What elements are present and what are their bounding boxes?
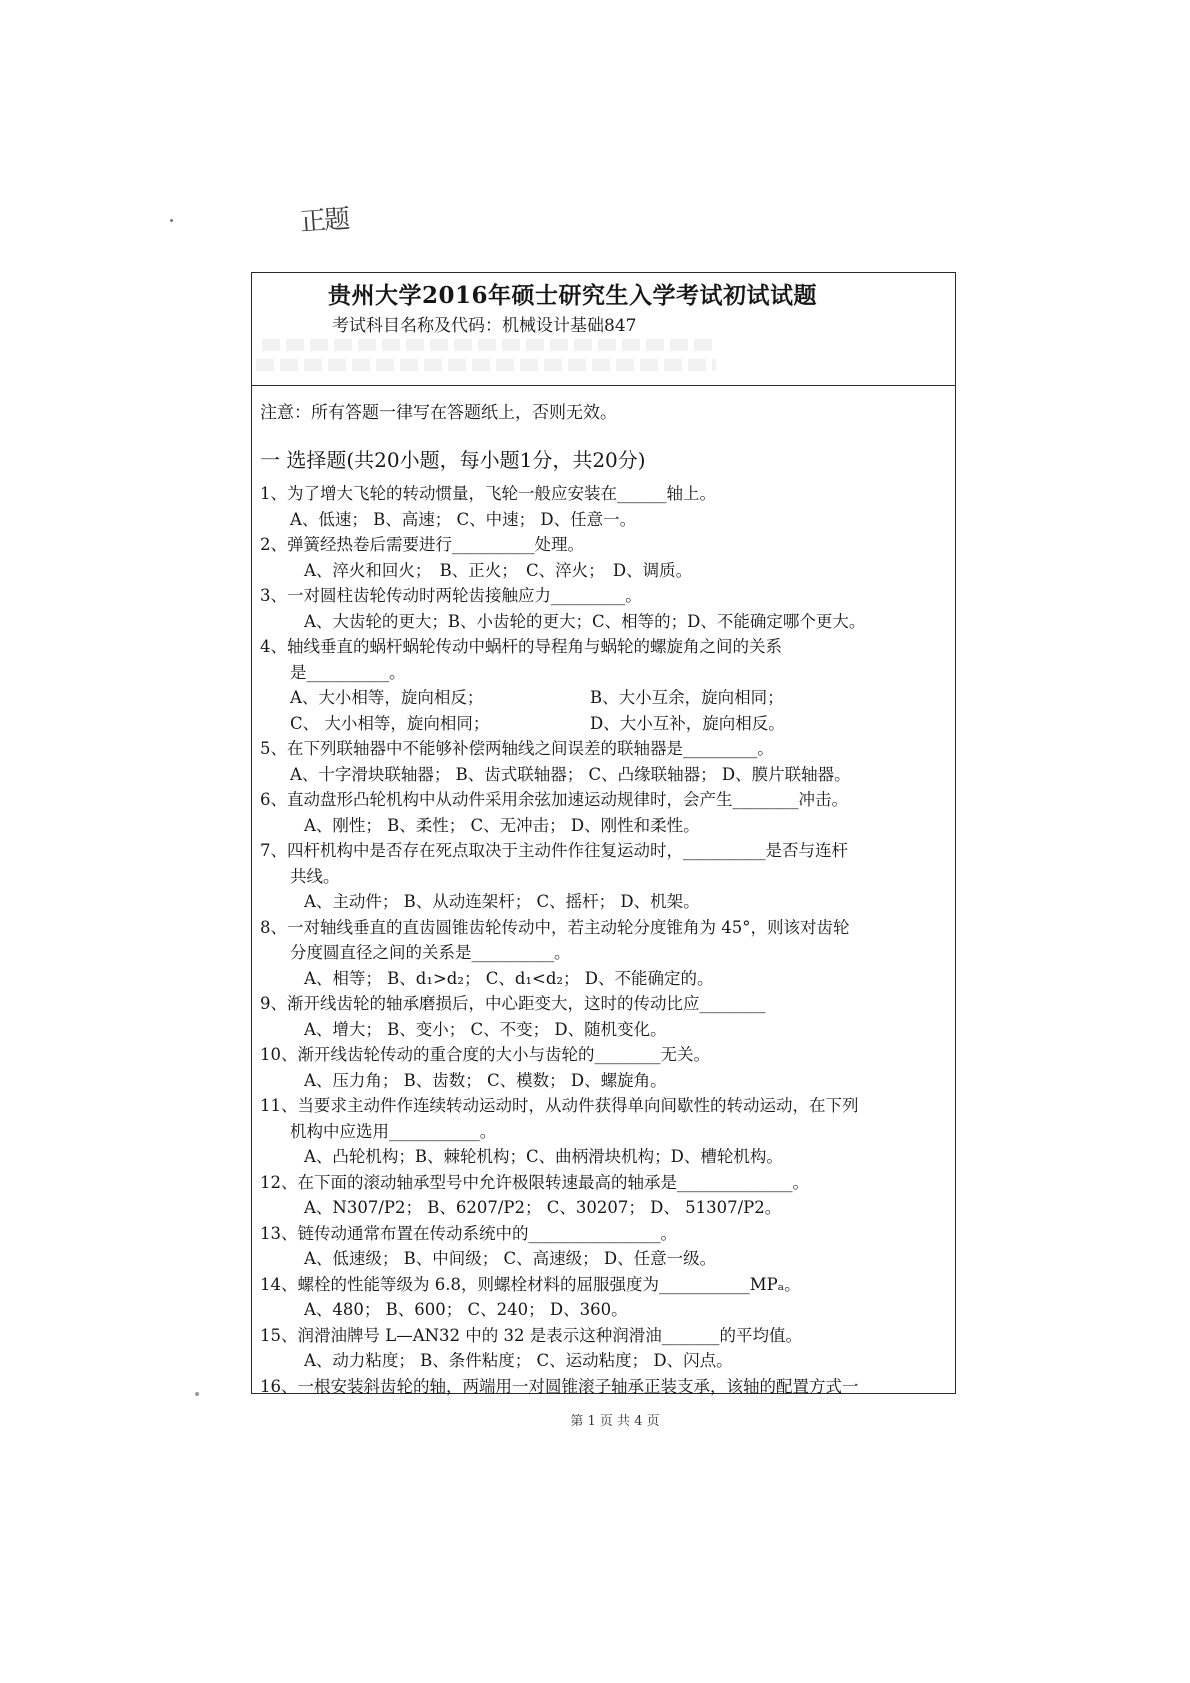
question-options: A、十字滑块联轴器； B、齿式联轴器； C、凸缘联轴器； D、膜片联轴器。 [290, 764, 851, 784]
question-options: A、大齿轮的更大；B、小齿轮的更大；C、相等的；D、不能确定哪个更大。 [304, 611, 866, 631]
question-options: A、低速级； B、中间级； C、高速级； D、任意一级。 [304, 1249, 717, 1268]
question-continuation: 分度圆直径之间的关系是__________。 [290, 943, 571, 962]
question-options: A、相等； B、d₁>d₂； C、d₁<d₂； D、不能确定的。 [304, 968, 714, 988]
question-options: A、主动件； B、从动连架杆； C、摇杆； D、机架。 [304, 892, 700, 911]
question-text: 10、渐开线齿轮传动的重合度的大小与齿轮的________无关。 [260, 1045, 710, 1064]
exam-subject: 考试科目名称及代码：机械设计基础847 [332, 316, 637, 336]
question-text: 7、四杆机构中是否存在死点取决于主动件作往复运动时，__________是否与连杆 [260, 841, 848, 860]
question-options: A、刚性； B、柔性； C、无冲击； D、刚性和柔性。 [304, 815, 700, 835]
exam-header [252, 273, 955, 386]
option: A、大小相等，旋向相反； [290, 688, 484, 707]
question-options [260, 711, 949, 737]
question-text: 3、一对圆柱齿轮传动时两轮齿接触应力_________。 [260, 586, 642, 605]
faded-text [256, 359, 716, 371]
exam-title: 贵州大学2016年硕士研究生入学考试初试试题 [328, 282, 818, 309]
exam-frame [251, 272, 956, 1394]
question-text: 12、在下面的滚动轴承型号中允许极限转速最高的轴承是______________。 [260, 1172, 809, 1192]
question-options: A、低速； B、高速； C、中速； D、任意一。 [290, 509, 637, 529]
question-text: 8、一对轴线垂直的直齿圆锥齿轮传动中，若主动轮分度锥角为 45°，则该对齿轮 [260, 917, 850, 937]
question-text: 2、弹簧经热卷后需要进行__________处理。 [260, 535, 584, 554]
faded-text [262, 339, 712, 351]
question-options: A、淬火和回火； B、正火； C、淬火； D、调质。 [304, 560, 693, 580]
question-text: 14、螺栓的性能等级为 6.8，则螺栓材料的屈服强度为___________MPₐ。 [260, 1274, 801, 1294]
question-options: A、480； B、600； C、240； D、360。 [304, 1300, 628, 1319]
question-text: 11、当要求主动件作连续转动运动时，从动件获得单向间歇性的转动运动，在下列 [260, 1096, 859, 1115]
question-options: A、压力角； B、齿数； C、模数； D、螺旋角。 [304, 1070, 667, 1090]
question-options: A、增大； B、变小； C、不变； D、随机变化。 [304, 1019, 667, 1039]
question-text: 13、链传动通常布置在传动系统中的________________。 [260, 1223, 677, 1243]
question-text: 4、轴线垂直的蜗杆蜗轮传动中蜗杆的导程角与蜗轮的螺旋角之间的关系 [260, 637, 782, 656]
question-continuation: 共线。 [290, 866, 340, 886]
question-options: A、凸轮机构；B、棘轮机构；C、曲柄滑块机构；D、槽轮机构。 [304, 1147, 783, 1166]
option: D、大小互补，旋向相反。 [590, 713, 785, 733]
scan-speck [170, 219, 173, 222]
question-text: 9、渐开线齿轮的轴承磨损后，中心距变大，这时的传动比应________ [260, 994, 766, 1013]
question-continuation: 机构中应选用___________。 [290, 1121, 497, 1141]
question-text: 1、为了增大飞轮的转动惯量，飞轮一般应安装在______轴上。 [260, 484, 716, 503]
question-text: 5、在下列联轴器中不能够补偿两轴线之间误差的联轴器是_________。 [260, 739, 774, 758]
question-text: 6、直动盘形凸轮机构中从动件采用余弦加速运动规律时，会产生________冲击。 [260, 790, 848, 809]
question-options: A、动力粘度； B、条件粘度； C、运动粘度； D、闪点。 [304, 1351, 733, 1370]
scan-speck [195, 1392, 199, 1396]
question-text: 16、一根安装斜齿轮的轴，两端用一对圆锥滚子轴承正装支承，该轴的配置方式一 [260, 1376, 859, 1396]
notice: 注意：所有答题一律写在答题纸上，否则无效。 [260, 403, 617, 423]
handwritten-note: 正题 [299, 204, 350, 238]
exam-body [260, 399, 949, 1399]
section-title: 一 选择题(共20小题，每小题1分，共20分) [260, 448, 646, 472]
question-text: 15、润滑油牌号 L—AN32 中的 32 是表示这种润滑油_______的平均值。 [260, 1325, 803, 1345]
question-continuation: 是__________。 [290, 662, 406, 682]
option: B、大小互余，旋向相同； [590, 688, 784, 707]
question-options [260, 685, 949, 711]
option: C、 大小相等，旋向相同； [290, 713, 490, 733]
page-number: 第 1 页 共 4 页 [570, 1414, 660, 1429]
question-options: A、N307/P2； B、6207/P2； C、30207； D、 51307/P2。 [304, 1198, 782, 1217]
